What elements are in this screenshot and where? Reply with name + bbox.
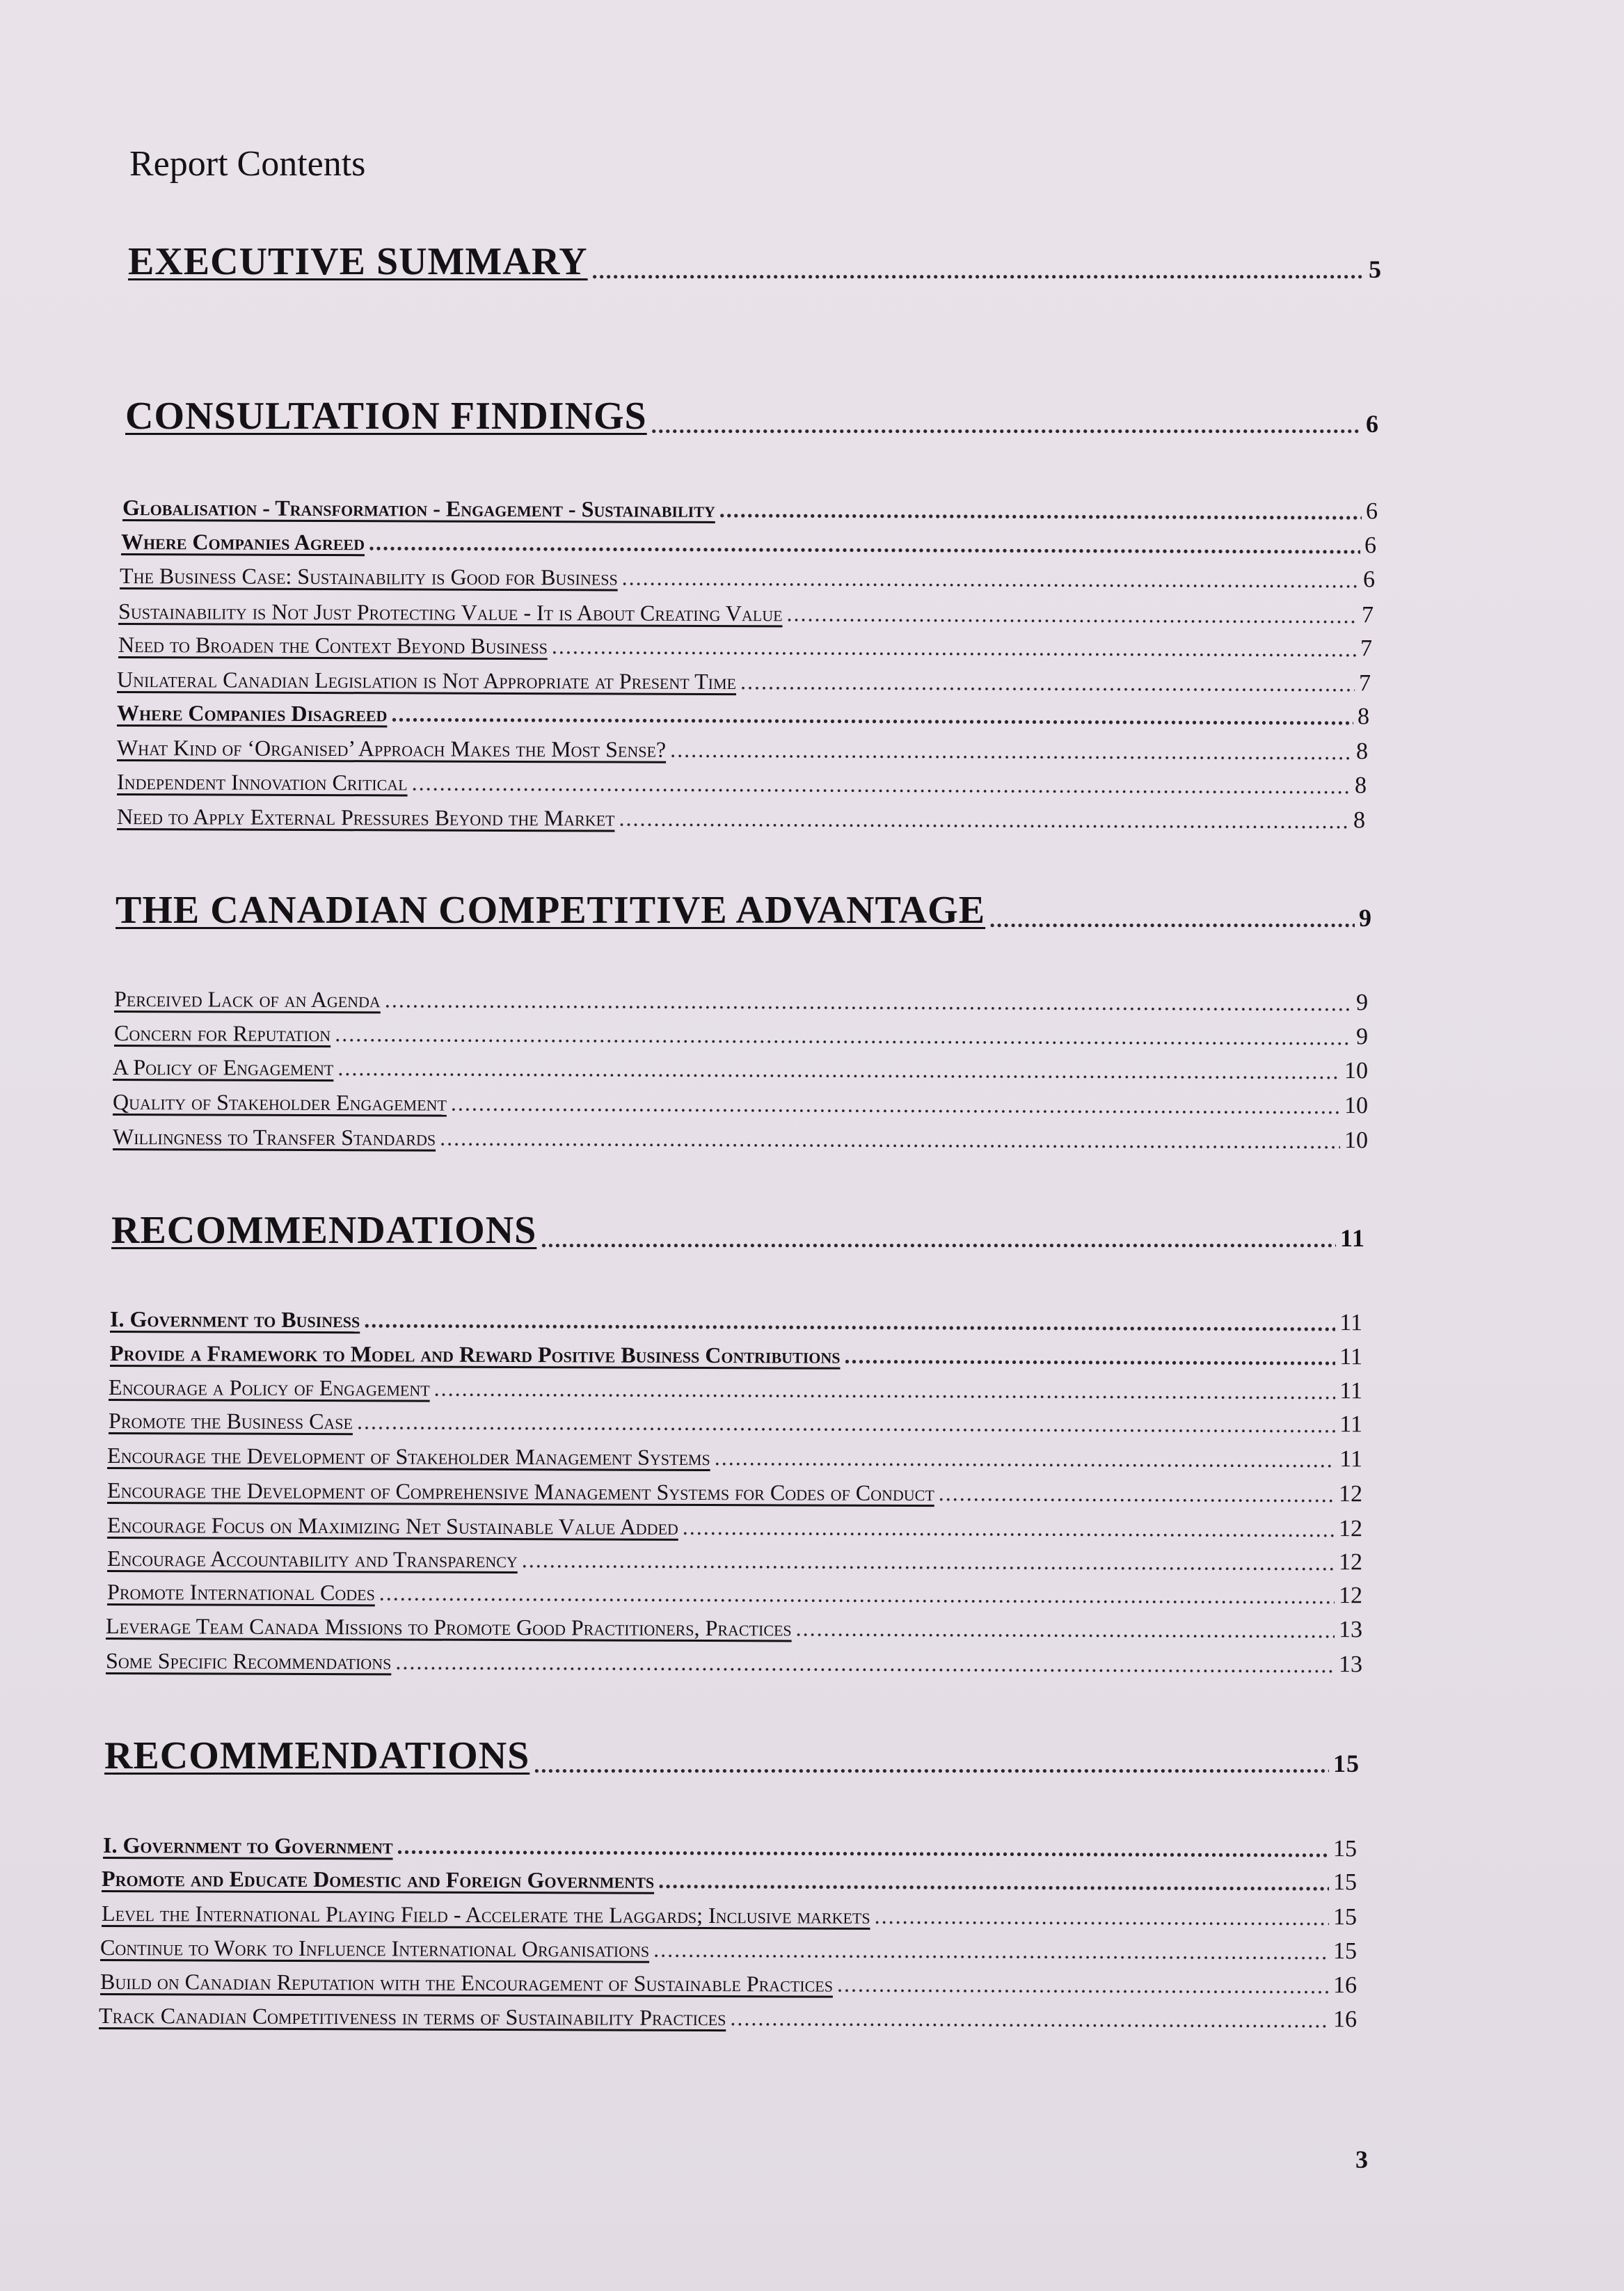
toc-entry[interactable] xyxy=(117,665,1371,697)
dot-leader xyxy=(619,806,1349,834)
toc-entry[interactable] xyxy=(106,1611,1362,1643)
toc-entry-title: The Business Case: Sustainability is Good for Business xyxy=(120,563,618,590)
toc-entry[interactable] xyxy=(100,1933,1357,1965)
toc-entry[interactable] xyxy=(109,1372,1362,1404)
dot-leader xyxy=(837,1972,1329,1999)
toc-entry[interactable] xyxy=(110,1304,1362,1336)
toc-entry-page: 15 xyxy=(1332,1904,1358,1931)
toc-entry-title: Encourage Focus on Maximizing Net Sustainable Value Added xyxy=(107,1512,678,1539)
toc-entry-page: 13 xyxy=(1338,1651,1363,1678)
toc-entry-title: Concern for Reputation xyxy=(114,1020,331,1047)
toc-entry-title: Provide a Framework to Model and Reward Positive Business Contributions xyxy=(110,1340,841,1368)
toc-entry[interactable] xyxy=(107,1510,1362,1542)
toc-entry-title: Encourage the Development of Comprehensive Management Systems for Codes of Conduct xyxy=(107,1477,934,1506)
dot-leader xyxy=(592,258,1364,284)
toc-entry-page: 10 xyxy=(1344,1058,1369,1084)
dot-leader xyxy=(622,565,1359,594)
toc-entry[interactable] xyxy=(109,1406,1362,1438)
toc-entry-page: 12 xyxy=(1338,1583,1363,1609)
toc-entry-title: Build on Canadian Reputation with the Encouragement of Sustainable Practices xyxy=(100,1969,834,1997)
toc-entry[interactable] xyxy=(117,733,1368,765)
dot-leader xyxy=(522,1547,1335,1576)
toc-entry-page: 8 xyxy=(1353,807,1366,834)
toc-entry-title: Need to Broaden the Context Beyond Business xyxy=(118,632,548,659)
toc-entry-title: Encourage the Development of Stakeholder Management Systems xyxy=(107,1443,710,1470)
toc-entry[interactable] xyxy=(117,698,1369,730)
toc-entry-page: 8 xyxy=(1355,738,1369,765)
toc-section-heading[interactable] xyxy=(111,1208,1365,1253)
dot-leader xyxy=(534,1752,1329,1778)
toc-entry-page: 12 xyxy=(1338,1549,1363,1576)
toc-entry[interactable] xyxy=(118,596,1374,628)
toc-entry-title: A Policy of Engagement xyxy=(113,1054,334,1081)
dot-leader xyxy=(379,1580,1335,1609)
toc-entry[interactable] xyxy=(121,527,1376,559)
toc-entry[interactable] xyxy=(106,1646,1362,1678)
toc-entry[interactable] xyxy=(102,1864,1357,1896)
toc-entry[interactable] xyxy=(110,1338,1362,1370)
toc-entry-title: Some Specific Recommendations xyxy=(106,1648,392,1674)
toc-entry-title: Globalisation - Transformation - Engagement - Sustainability xyxy=(122,495,715,522)
dot-leader xyxy=(335,1021,1352,1050)
toc-entry-page: 16 xyxy=(1332,2006,1358,2033)
toc-entry[interactable] xyxy=(117,802,1365,834)
toc-entry-title: Sustainability is Not Just Protecting Value - It is About Creating Value xyxy=(118,598,783,626)
dot-leader xyxy=(364,1307,1335,1336)
dot-leader xyxy=(397,1833,1330,1862)
toc-entry-page: 13 xyxy=(1338,1617,1363,1643)
toc-entry-title: CONSULTATION FINDINGS xyxy=(125,395,647,438)
dot-leader xyxy=(875,1903,1330,1931)
toc-entry[interactable] xyxy=(99,2001,1357,2033)
toc-entry-title: THE CANADIAN COMPETITIVE ADVANTAGE xyxy=(116,889,986,932)
toc-entry-page: 15 xyxy=(1332,1938,1358,1965)
dot-leader xyxy=(357,1409,1335,1438)
toc-entry[interactable] xyxy=(107,1577,1362,1609)
toc-section-heading[interactable] xyxy=(125,394,1379,438)
toc-entry[interactable] xyxy=(107,1544,1362,1576)
toc-entry[interactable] xyxy=(118,630,1372,662)
toc-entry-page: 6 xyxy=(1365,498,1378,525)
toc-entry[interactable] xyxy=(117,767,1367,799)
toc-entry-page: 9 xyxy=(1359,904,1372,932)
toc-entry-page: 6 xyxy=(1366,410,1379,438)
dot-leader xyxy=(440,1125,1340,1155)
dot-leader xyxy=(658,1868,1329,1896)
report-contents-heading: Report Contents xyxy=(129,144,366,184)
toc-entry-title: Level the International Playing Field - Accelerate the Laggards; Inclusive markets xyxy=(102,1901,870,1928)
dot-leader xyxy=(786,601,1358,628)
toc-entry-page: 11 xyxy=(1339,1411,1363,1438)
toc-entry[interactable] xyxy=(114,984,1368,1016)
toc-entry-title: What Kind of ‘Organised’ Approach Makes the Most Sense? xyxy=(117,735,667,762)
toc-entry[interactable] xyxy=(100,1967,1357,1999)
dot-leader xyxy=(385,987,1352,1016)
toc-entry-page: 10 xyxy=(1344,1127,1369,1154)
toc-entry[interactable] xyxy=(102,1898,1357,1931)
toc-entry-title: Promote the Business Case xyxy=(109,1408,353,1434)
toc-entry-title: I. Government to Government xyxy=(103,1832,393,1859)
toc-entry-page: 9 xyxy=(1355,990,1369,1016)
dot-leader xyxy=(337,1055,1340,1084)
dot-leader xyxy=(730,2005,1329,2033)
toc-entry[interactable] xyxy=(113,1087,1368,1119)
toc-entry-page: 11 xyxy=(1339,1378,1363,1404)
toc-section-heading[interactable] xyxy=(116,888,1372,933)
toc-entry-page: 15 xyxy=(1332,1836,1358,1862)
toc-entry[interactable] xyxy=(113,1122,1368,1154)
toc-entry-title: Encourage Accountability and Transparency xyxy=(107,1546,518,1573)
toc-entry-page: 11 xyxy=(1339,1446,1363,1473)
toc-entry[interactable] xyxy=(122,493,1378,525)
toc-entry-page: 6 xyxy=(1362,566,1376,593)
toc-entry-page: 16 xyxy=(1332,1972,1358,1999)
dot-leader xyxy=(653,1937,1329,1965)
dot-leader xyxy=(395,1649,1335,1678)
toc-entry-title: Willingness to Transfer Standards xyxy=(113,1124,436,1150)
toc-entry-title: Need to Apply External Pressures Beyond the Market xyxy=(117,804,615,831)
toc-entry-page: 11 xyxy=(1339,1344,1363,1370)
toc-entry-page: 7 xyxy=(1361,602,1374,628)
dot-leader xyxy=(552,633,1356,662)
dot-leader xyxy=(434,1376,1336,1405)
toc-entry-page: 8 xyxy=(1354,772,1367,799)
toc-entry-page: 15 xyxy=(1333,1750,1360,1777)
dot-leader xyxy=(369,530,1360,559)
dot-leader xyxy=(683,1514,1335,1542)
toc-entry-title: Independent Innovation Critical xyxy=(117,769,408,795)
toc-entry-page: 9 xyxy=(1355,1024,1369,1050)
toc-entry-title: Leverage Team Canada Missions to Promote Good Practitioners, Practices xyxy=(106,1613,792,1641)
toc-entry-page: 7 xyxy=(1360,635,1373,662)
toc-section-heading[interactable] xyxy=(128,239,1382,284)
toc-entry[interactable] xyxy=(107,1441,1362,1473)
toc-entry-title: Continue to Work to Influence International Organisations xyxy=(100,1935,650,1962)
toc-entry-title: Promote International Codes xyxy=(107,1579,375,1606)
toc-entry-title: Track Canadian Competitiveness in terms of Sustainability Practices xyxy=(99,2003,726,2031)
toc-entry-page: 11 xyxy=(1339,1310,1363,1336)
dot-leader xyxy=(451,1091,1340,1119)
toc-entry-page: 15 xyxy=(1332,1869,1358,1896)
toc-entry-title: Promote and Educate Domestic and Foreign Governments xyxy=(102,1866,655,1893)
toc-entry-page: 7 xyxy=(1358,670,1371,697)
toc-entry-page: 12 xyxy=(1338,1481,1363,1507)
dot-leader xyxy=(391,701,1353,730)
toc-entry-title: Perceived Lack of an Agenda xyxy=(114,986,381,1013)
toc-entry[interactable] xyxy=(120,561,1375,593)
dot-leader xyxy=(989,907,1355,933)
toc-entry-page: 11 xyxy=(1339,1224,1365,1252)
toc-entry-page: 10 xyxy=(1344,1093,1369,1119)
dot-leader xyxy=(939,1480,1335,1507)
toc-entry-title: RECOMMENDATIONS xyxy=(104,1734,530,1777)
dot-leader xyxy=(670,737,1352,765)
toc-entry[interactable] xyxy=(107,1475,1362,1507)
toc-entry-title: I. Government to Business xyxy=(110,1306,360,1333)
toc-entry-page: 6 xyxy=(1364,532,1377,559)
toc-entry-title: Where Companies Disagreed xyxy=(117,700,388,727)
toc-entry-title: Encourage a Policy of Engagement xyxy=(109,1374,430,1401)
toc-entry-page: 12 xyxy=(1338,1516,1363,1542)
toc-entry[interactable] xyxy=(114,1018,1368,1050)
toc-entry-title: Where Companies Agreed xyxy=(121,529,365,555)
dot-leader xyxy=(845,1343,1336,1370)
toc-section-heading[interactable] xyxy=(104,1734,1360,1778)
toc-entry[interactable] xyxy=(103,1830,1357,1862)
dot-leader xyxy=(651,413,1362,438)
dot-leader xyxy=(715,1445,1336,1473)
dot-leader xyxy=(796,1615,1335,1643)
toc-entry-title: RECOMMENDATIONS xyxy=(111,1209,537,1252)
dot-leader xyxy=(412,770,1351,799)
toc-entry-page: 8 xyxy=(1357,704,1370,730)
toc-entry[interactable] xyxy=(113,1052,1368,1084)
toc-entry-title: EXECUTIVE SUMMARY xyxy=(128,240,588,283)
toc-entry-page: 5 xyxy=(1369,255,1382,283)
dot-leader xyxy=(719,497,1362,525)
toc-entry-title: Quality of Stakeholder Engagement xyxy=(113,1089,447,1116)
dot-leader xyxy=(740,669,1355,697)
toc-entry-title: Unilateral Canadian Legislation is Not Appropriate at Present Time xyxy=(117,667,737,695)
dot-leader xyxy=(541,1227,1336,1253)
page-number: 3 xyxy=(1355,2146,1368,2173)
